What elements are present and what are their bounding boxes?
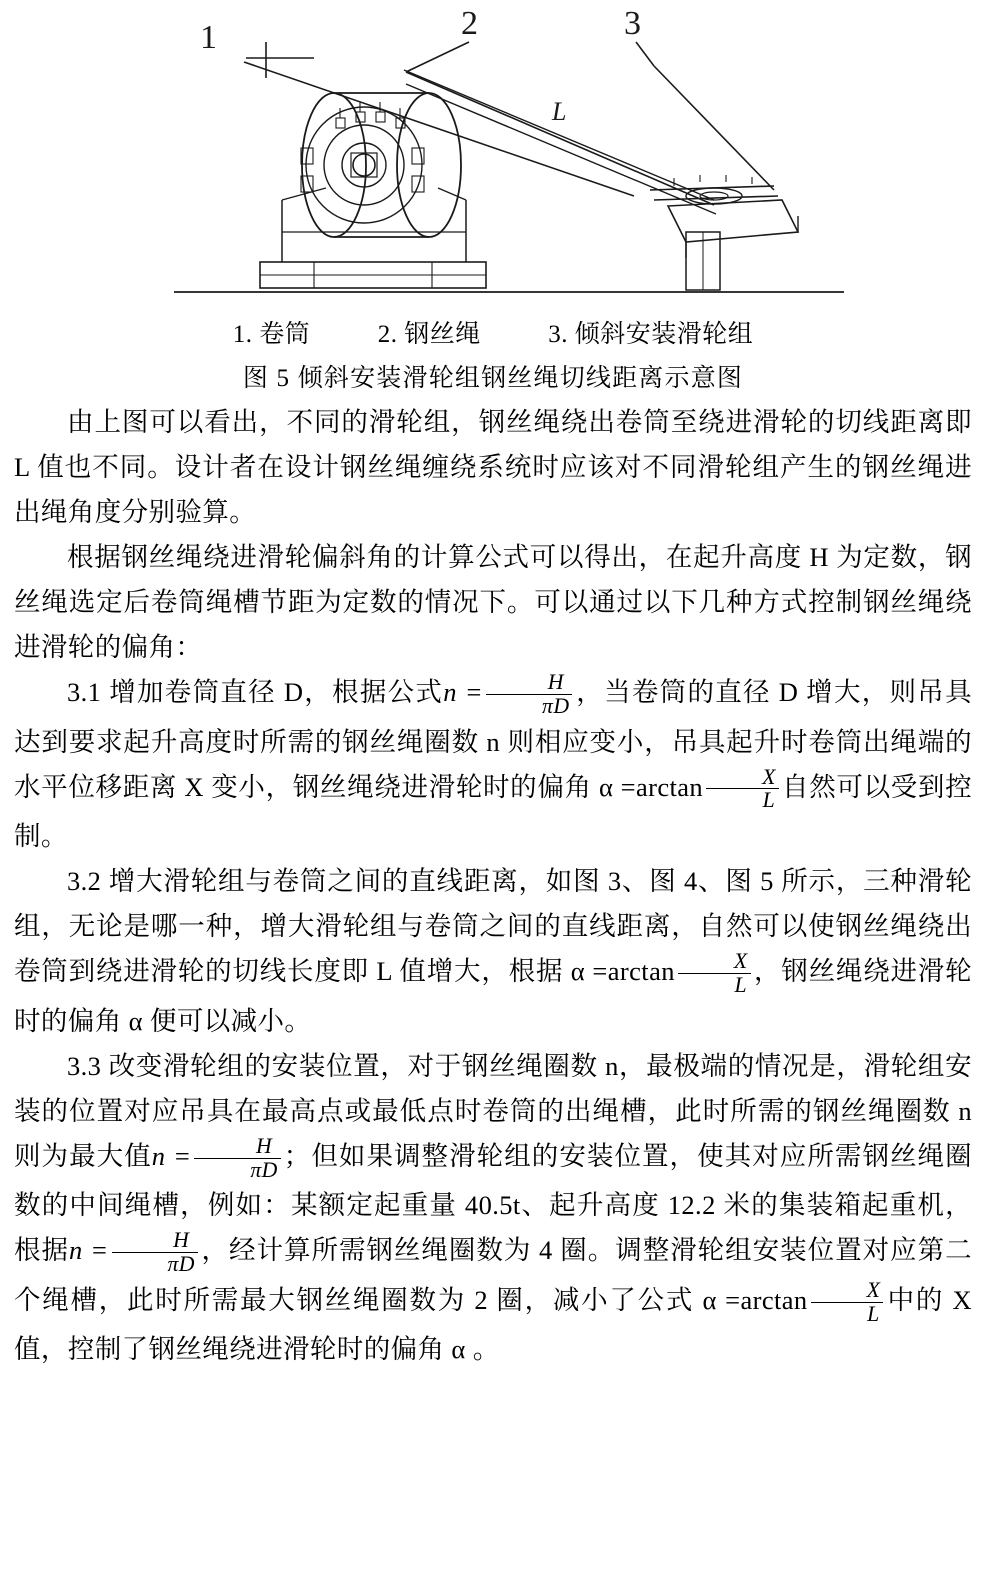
paragraph-3-3-text-c: ，经计算所需钢丝绳圈数为 4 圈。调整滑轮组安装位置对应第二个绳槽，此时所需最大钢丝绳圈数为 2 圈，减小了公式 α =arctan bbox=[14, 1235, 972, 1315]
legend-item-1: 1. 卷筒 bbox=[232, 321, 311, 348]
paragraph-3-3-text-d: 中的 X 值，控制了钢丝绳绕进滑轮时的偏角 α 。 bbox=[14, 1284, 972, 1365]
paragraph-3-2-text-b: ，钢丝绳绕进滑轮时的偏角 α 便可以减小。 bbox=[14, 956, 973, 1036]
fraction-H-over-piD-a bbox=[486, 671, 572, 718]
paragraph-3-1-text-a: 3.1 增加卷筒直径 D，根据公式 bbox=[67, 677, 444, 707]
paragraph-3-3-text-b: ；但如果调整滑轮组的安装位置，使其对应所需钢丝绳圈数的中间绳槽，例如：某额定起重量 40.5t、起升高度 12.2 米的集装箱起重机，根据 bbox=[14, 1140, 973, 1266]
fraction-numerator: H bbox=[173, 1228, 190, 1253]
paragraph-3-2-text-a: 3.2 增大滑轮组与卷筒之间的直线距离，如图 3、图 4、图 5 所示，三种滑轮组，无论是哪一种，增大滑轮组与卷筒之间的直线距离，自然可以使钢丝绳绕出卷筒到绕进滑轮的切线长度即 L 值增大，根据 α =arctan bbox=[14, 866, 972, 987]
fraction-numerator: H bbox=[547, 669, 564, 694]
paragraph-3-1-text-c: 自然可以受到控制。 bbox=[14, 771, 972, 852]
fraction-numerator: X bbox=[733, 949, 748, 974]
figure-svg bbox=[14, 0, 972, 310]
fraction-denominator: πD bbox=[486, 694, 572, 718]
paragraph-2 bbox=[14, 535, 972, 670]
legend-item-2: 2. 钢丝绳 bbox=[377, 321, 481, 348]
callout-label-1: 1 bbox=[200, 19, 217, 56]
fraction-denominator: L bbox=[811, 1302, 884, 1326]
formula-n-equals-b: n = bbox=[151, 1140, 192, 1171]
figure-title: 图 5 倾斜安装滑轮组钢丝绳切线距离示意图 bbox=[242, 365, 744, 392]
fraction-numerator: X bbox=[866, 1277, 881, 1302]
document-body bbox=[14, 400, 972, 1372]
paragraph-3-1 bbox=[14, 670, 972, 859]
fraction-numerator: H bbox=[256, 1133, 273, 1158]
formula-n-equals-a: n = bbox=[443, 677, 484, 707]
paragraph-1-text: 由上图可以看出，不同的滑轮组，钢丝绳绕出卷筒至绕进滑轮的切线距离即 L 值也不同。设计者在设计钢丝绳缠绕系统时应该对不同滑轮组产生的钢丝绳进出绳角度分别验算。 bbox=[14, 407, 972, 527]
fraction-H-over-piD-b bbox=[194, 1135, 280, 1182]
paragraph-3-3 bbox=[14, 1044, 972, 1373]
fraction-denominator: L bbox=[706, 788, 779, 812]
fraction-numerator: X bbox=[762, 764, 776, 789]
figure-illustration bbox=[14, 0, 972, 310]
fraction-denominator: L bbox=[678, 973, 751, 997]
figure-legend bbox=[14, 314, 972, 350]
legend-item-3: 3. 倾斜安装滑轮组 bbox=[548, 321, 754, 348]
paragraph-1 bbox=[14, 400, 972, 535]
callout-label-L: L bbox=[552, 97, 567, 126]
paragraph-2-text: 根据钢丝绳绕进滑轮偏斜角的计算公式可以得出，在起升高度 H 为定数，钢丝绳选定后卷筒绳槽节距为定数的情况下。可以通过以下几种方式控制钢丝绳绕进滑轮的偏角： bbox=[14, 542, 972, 662]
fraction-denominator: πD bbox=[112, 1252, 198, 1276]
paragraph-3-2 bbox=[14, 859, 972, 1044]
fraction-X-over-L-b bbox=[678, 950, 751, 997]
formula-n-equals-c: n = bbox=[68, 1235, 109, 1266]
paragraph-3-3-text-a: 3.3 改变滑轮组的安装位置，对于钢丝绳圈数 n，最极端的情况是，滑轮组安装的位置对应吊具在最高点或最低点时卷筒的出绳槽，此时所需的钢丝绳圈数 n 则为最大值 bbox=[14, 1050, 972, 1171]
fraction-denominator: πD bbox=[194, 1158, 280, 1182]
callout-label-2: 2 bbox=[461, 5, 478, 42]
fraction-X-over-L-c bbox=[811, 1279, 884, 1326]
fraction-H-over-piD-c bbox=[112, 1229, 198, 1276]
callout-label-3: 3 bbox=[624, 5, 641, 42]
fraction-X-over-L-a bbox=[706, 766, 779, 813]
paragraph-3-1-text-b: ，当卷筒的直径 D 增大，则吊具达到要求起升高度时所需的钢丝绳圈数 n 则相应变小，吊具起升时卷筒出绳端的水平位移距离 X 变小，钢丝绳绕进滑轮时的偏角 α =arctan bbox=[14, 677, 972, 802]
